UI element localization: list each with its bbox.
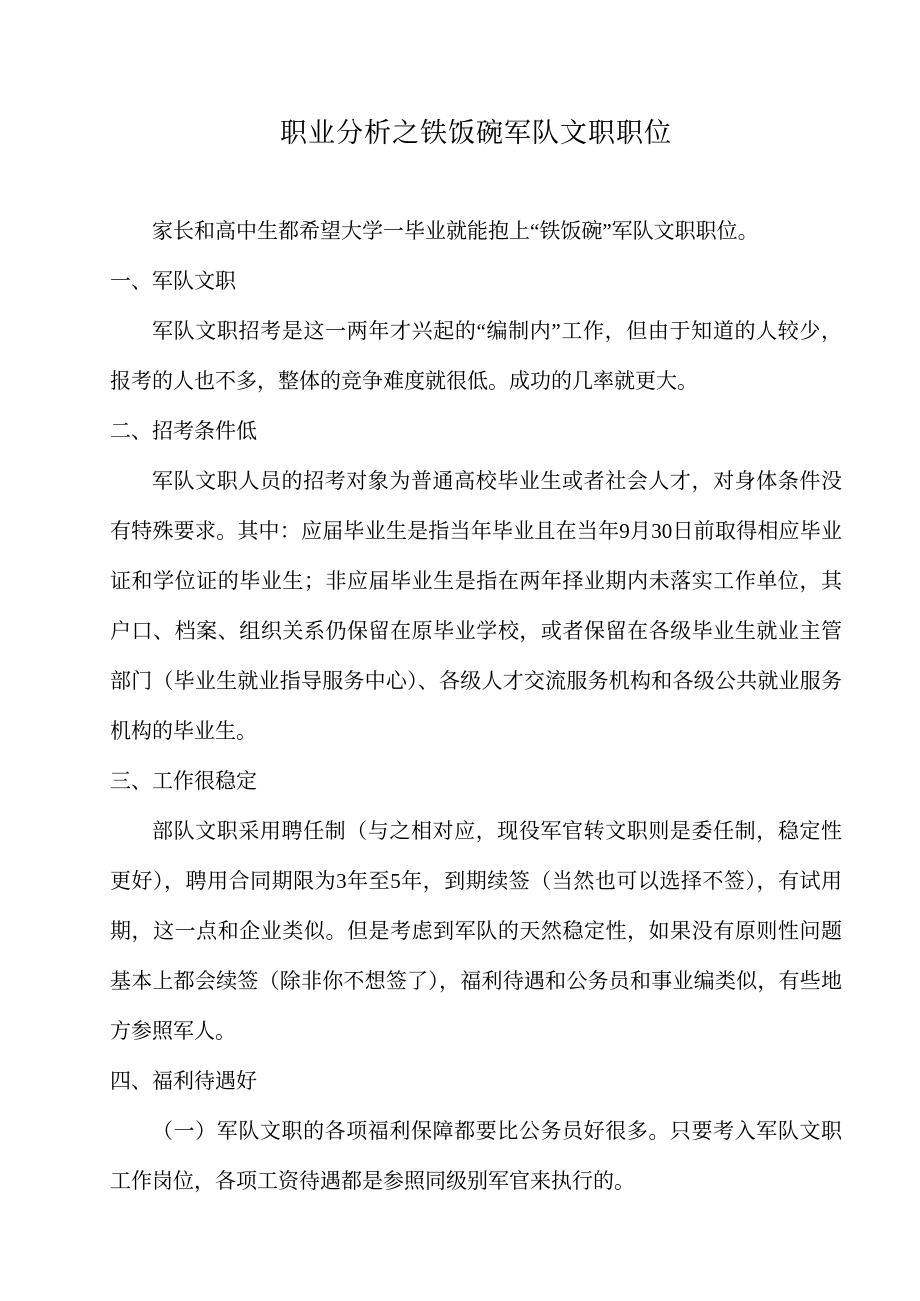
section-heading-2: 二、招考条件低 bbox=[110, 419, 257, 443]
section-heading-3: 三、工作很稳定 bbox=[110, 769, 257, 793]
document-title: 职业分析之铁饭碗军队文职职位 bbox=[280, 118, 672, 148]
section-heading-4: 四、福利待遇好 bbox=[110, 1069, 257, 1093]
paragraph-section-4: （一）军队文职的各项福利保障都要比公务员好很多。只要考入军队文职工作岗位，各项工资待遇都是参照同级别军官来执行的。 bbox=[110, 1119, 842, 1193]
paragraph-section-3: 部队文职采用聘任制（与之相对应，现役军官转文职则是委任制，稳定性更好），聘用合同期限为3年至5年，到期续签（当然也可以选择不签），有试用期，这一点和企业类似。但是考虑到军队的天然稳定性，如果没有原则性问题基本上都会续签（除非你不想签了），福利待遇和公务员和事业编类似，有些地方参照军人。 bbox=[110, 819, 842, 1043]
paragraph-section-1: 军队文职招考是这一两年才兴起的“编制内”工作，但由于知道的人较少，报考的人也不多，整体的竞争难度就很低。成功的几率就更大。 bbox=[110, 319, 842, 393]
paragraph-intro: 家长和高中生都希望大学一毕业就能抱上“铁饭碗”军队文职职位。 bbox=[152, 219, 759, 243]
paragraph-section-2: 军队文职人员的招考对象为普通高校毕业生或者社会人才，对身体条件没有特殊要求。其中：应届毕业生是指当年毕业且在当年9月30日前取得相应毕业证和学位证的毕业生；非应届毕业生是指在两年择业期内未落实工作单位，其户口、档案、组织关系仍保留在原毕业学校，或者保留在各级毕业生就业主管部门（毕业生就业指导服务中心）、各级人才交流服务机构和各级公共就业服务机构的毕业生。 bbox=[110, 469, 842, 743]
section-heading-1: 一、军队文职 bbox=[110, 269, 236, 293]
